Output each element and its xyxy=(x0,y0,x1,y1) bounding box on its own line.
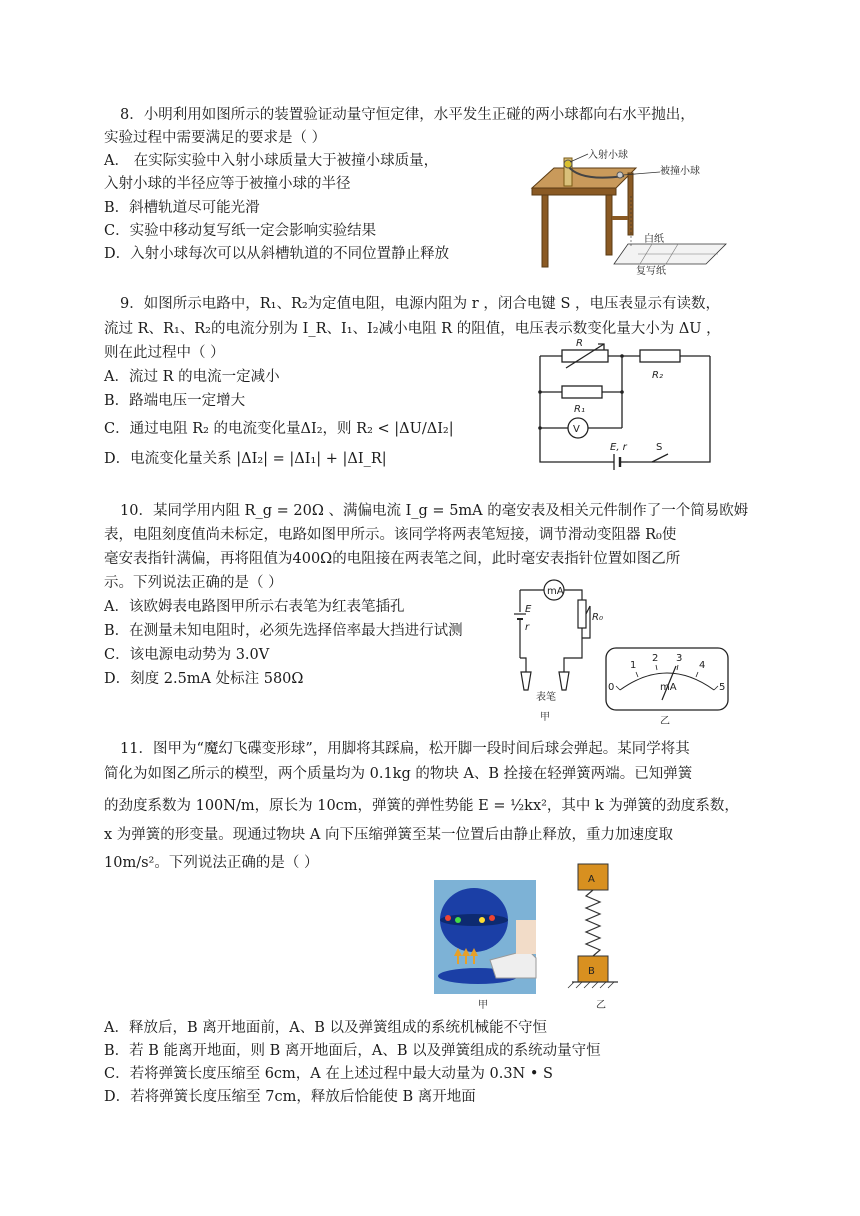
label-jia: 甲 xyxy=(540,712,550,723)
q11-stem-line5: 10m/s²。下列说法正确的是（ ） xyxy=(104,855,319,871)
q10-stem-line1: 10．某同学用内阻 R_g = 20Ω 、满偏电流 I_g = 5mA 的毫安表及相关元件制作了一个简易欧姆 xyxy=(120,503,749,519)
label-yi: 乙 xyxy=(596,1000,606,1011)
q10-stem-line4: 示。下列说法正确的是（ ） xyxy=(104,575,283,591)
q11-stem-line1: 11．图甲为“魔幻飞碟变形球”，用脚将其踩扁，松开脚一段时间后球会弹起。某同学将其 xyxy=(120,741,690,757)
q8-option-b: B．斜槽轨道尽可能光滑 xyxy=(104,200,260,216)
label-test-leads: 表笔 xyxy=(536,692,556,703)
q8-option-a-line1: A． 在实际实验中入射小球质量大于被撞小球质量， xyxy=(104,153,439,169)
q9-option-d: D．电流变化量关系 |ΔI₂| = |ΔI₁| + |ΔI_R| xyxy=(104,451,387,467)
label-carbon-paper: 复写纸 xyxy=(636,266,666,276)
tick-2: 2 xyxy=(652,653,659,664)
q9-option-a: A．流过 R 的电流一定减小 xyxy=(104,369,280,385)
q11-option-d: D．若将弹簧长度压缩至 7cm，释放后恰能使 B 离开地面 xyxy=(104,1089,476,1105)
q11-stem-line4: x 为弹簧的形变量。现通过物块 A 向下压缩弹簧至某一位置后由静止释放，重力加速度取 xyxy=(104,827,673,843)
q10-option-b: B．在测量未知电阻时，必须先选择倍率最大挡进行试测 xyxy=(104,623,463,639)
label-emf-e: E xyxy=(525,604,532,615)
q8-apparatus-figure xyxy=(528,146,738,276)
q9-option-c: C．通过电阻 R₂ 的电流变化量ΔI₂，则 R₂ < |ΔU/ΔI₂| xyxy=(104,421,454,437)
q8-stem-line1: 8．小明利用如图所示的装置验证动量守恒定律，水平发生正碰的两小球都向右水平抛出， xyxy=(120,107,695,123)
label-r: R xyxy=(576,338,583,349)
q8-option-d: D．入射小球每次可以从斜槽轨道的不同位置静止释放 xyxy=(104,246,450,262)
block-a-label: A xyxy=(588,874,595,885)
q9-circuit-figure xyxy=(532,336,722,470)
q8-option-c: C．实验中移动复写纸一定会影响实验结果 xyxy=(104,223,377,239)
block-b-label: B xyxy=(588,966,595,977)
label-r1: R₁ xyxy=(574,404,585,415)
q10-option-d: D．刻度 2.5mA 处标注 580Ω xyxy=(104,671,304,687)
q11-option-b: B．若 B 能离开地面，则 B 离开地面后，A、B 以及弹簧组成的系统动量守恒 xyxy=(104,1043,601,1059)
tick-3: 3 xyxy=(676,653,683,664)
label-incident-ball: 入射小球 xyxy=(588,150,628,161)
q11-stem-line3: 的劲度系数为 100N/m，原长为 10cm，弹簧的弹性势能 E = ½kx²，其中 k 为弹簧的劲度系数， xyxy=(104,798,739,814)
tick-4: 4 xyxy=(699,660,706,671)
label-r0: R₀ xyxy=(592,612,603,623)
label-emf: E, r xyxy=(610,442,627,453)
q11-stem-line2: 简化为如图乙所示的模型，两个质量均为 0.1kg 的物块 A、B 拴接在轻弹簧两端。已知弹簧 xyxy=(104,766,693,782)
q10-option-a: A．该欧姆表电路图甲所示右表笔为红表笔插孔 xyxy=(104,599,405,615)
q10-option-c: C．该电源电动势为 3.0V xyxy=(104,647,270,663)
label-switch: S xyxy=(656,442,663,453)
q10-ohmmeter-figure xyxy=(506,578,732,724)
q8-stem-line2: 实验过程中需要满足的要求是（ ） xyxy=(104,130,327,146)
q11-ball-photo-figure xyxy=(432,860,628,1012)
tick-1: 1 xyxy=(630,660,637,671)
meter-unit: mA xyxy=(660,682,677,693)
tick-5: 5 xyxy=(719,682,726,693)
q9-stem-line2: 流过 R、R₁、R₂的电流分别为 I_R、I₁、I₂减小电阻 R 的阻值，电压表示数变化量大小为 ΔU ， xyxy=(104,321,721,337)
q9-stem-line3: 则在此过程中（ ） xyxy=(104,345,225,361)
label-white-paper: 白纸 xyxy=(644,234,664,245)
label-yi: 乙 xyxy=(660,716,670,724)
q8-option-a-line2: 入射小球的半径应等于被撞小球的半径 xyxy=(104,176,351,192)
voltmeter-label: V xyxy=(573,424,580,435)
milliammeter-label: mA xyxy=(547,586,564,597)
q10-stem-line3: 毫安表指针满偏，再将阻值为400Ω的电阻接在两表笔之间，此时毫安表指针位置如图乙所 xyxy=(104,551,681,567)
label-jia: 甲 xyxy=(478,1000,488,1011)
tick-0: 0 xyxy=(608,682,615,693)
q11-option-c: C．若将弹簧长度压缩至 6cm，A 在上述过程中最大动量为 0.3N • S xyxy=(104,1066,553,1082)
q9-stem-line1: 9．如图所示电路中，R₁、R₂为定值电阻，电源内阻为 r ，闭合电键 S ，电压表显示有读数， xyxy=(120,296,720,312)
label-hit-ball: 被撞小球 xyxy=(660,166,700,177)
label-internal-r: r xyxy=(525,622,530,633)
q11-option-a: A．释放后，B 离开地面前，A、B 以及弹簧组成的系统机械能不守恒 xyxy=(104,1020,547,1036)
q10-stem-line2: 表，电阻刻度值尚未标定，电路如图甲所示。该同学将两表笔短接，调节滑动变阻器 R₀使 xyxy=(104,527,677,543)
q9-option-b: B．路端电压一定增大 xyxy=(104,393,246,409)
label-r2: R₂ xyxy=(652,370,663,381)
